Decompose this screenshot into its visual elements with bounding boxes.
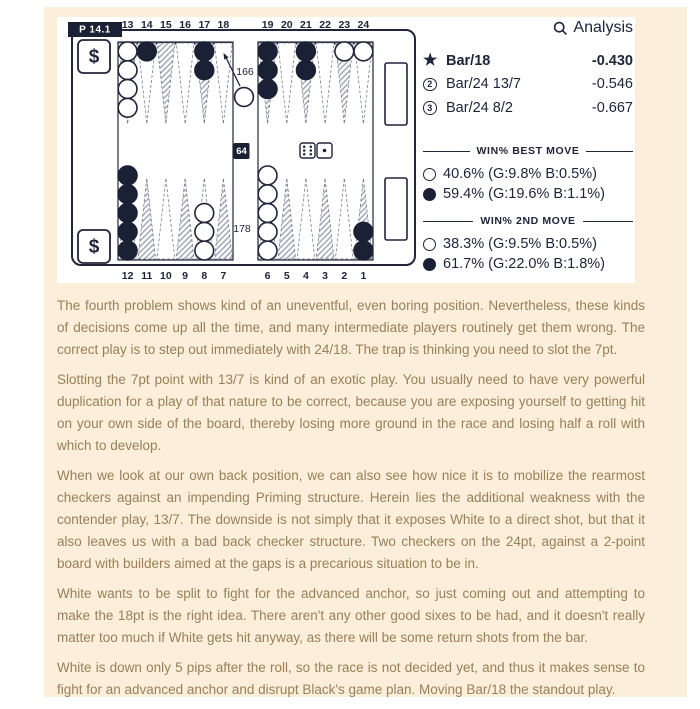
black-checker bbox=[118, 204, 137, 223]
black-checker bbox=[354, 222, 373, 241]
commentary-paragraph: When we look at our own back position, we can also see how nice it is to mobilize the rearmost checkers against an impending Priming structure. Herein lies the additional weakness with the contender play, 13/7. The downside is not simply that it exposes White to a direct shot, but that it also leaves us with a bad back checker structure. Two checkers on the 24pt, against a 2-point board with builders aimed at the gaps is a precarious situation to be in. bbox=[57, 468, 645, 571]
point-number: 16 bbox=[179, 19, 191, 31]
white-checker bbox=[335, 42, 354, 61]
white-checker bbox=[195, 204, 214, 223]
point-number: 2 bbox=[341, 270, 348, 282]
win-text: 59.4% (G:19.6% B:1.1%) bbox=[443, 186, 605, 202]
white-checker bbox=[118, 42, 137, 61]
black-checker bbox=[258, 42, 277, 61]
move-equity: -0.546 bbox=[591, 76, 633, 93]
white-checker bbox=[258, 241, 277, 260]
black-checker bbox=[354, 241, 373, 260]
analysis-panel bbox=[423, 19, 633, 272]
money-symbol: $ bbox=[88, 46, 100, 68]
point-number: 15 bbox=[160, 19, 172, 31]
white-checker bbox=[195, 222, 214, 241]
commentary-text bbox=[57, 295, 645, 709]
black-checker bbox=[118, 185, 137, 204]
point-number: 17 bbox=[198, 19, 211, 31]
point-number: 20 bbox=[280, 19, 293, 31]
point-number: 3 bbox=[322, 270, 329, 282]
win-row bbox=[423, 164, 633, 184]
point-number: 22 bbox=[319, 19, 331, 31]
black-checker bbox=[195, 42, 214, 61]
white-checker-icon bbox=[423, 168, 436, 181]
black-checker bbox=[258, 61, 277, 80]
point-number: 12 bbox=[121, 270, 134, 282]
point-number: 13 bbox=[121, 19, 134, 31]
point-number: 5 bbox=[283, 270, 290, 282]
white-checker bbox=[258, 166, 277, 185]
point-number: 7 bbox=[220, 270, 227, 282]
pip-count-bottom: 178 bbox=[233, 223, 251, 235]
win-section-header bbox=[423, 215, 633, 227]
commentary-paragraph: The fourth problem shows kind of an uneventful, even boring position. Nevertheless, these kinds of decisions come up all the time, and many intermediate players routinely get them wrong. The correct play is to step out immediately with 24/18. The trap is thinking you need to slot the 7pt. bbox=[57, 298, 645, 357]
black-checker bbox=[118, 166, 137, 185]
white-checker bbox=[258, 185, 277, 204]
move-equity: -0.430 bbox=[591, 52, 633, 69]
bearoff-tray-top bbox=[385, 63, 407, 125]
white-checker-icon bbox=[423, 238, 436, 251]
point-number: 18 bbox=[217, 19, 230, 31]
win-text: 38.3% (G:9.5% B:0.5%) bbox=[443, 236, 597, 252]
magnifier-icon bbox=[553, 21, 568, 36]
white-checker bbox=[354, 42, 373, 61]
move-row[interactable] bbox=[423, 49, 633, 73]
black-checker-icon bbox=[423, 258, 436, 271]
best-move-star-icon: ★ bbox=[423, 51, 438, 69]
win-text: 40.6% (G:9.8% B:0.5%) bbox=[443, 166, 597, 182]
white-checker bbox=[195, 241, 214, 260]
win-section-title: WIN% 2ND MOVE bbox=[480, 215, 576, 227]
win-text: 61.7% (G:22.0% B:1.8%) bbox=[443, 256, 605, 272]
win-percentages bbox=[423, 145, 633, 274]
point-number: 8 bbox=[201, 270, 208, 282]
backgammon-board bbox=[57, 17, 417, 283]
black-checker-icon bbox=[423, 188, 436, 201]
rank-circle-icon: 3 bbox=[423, 101, 437, 115]
point-number: 23 bbox=[338, 19, 351, 31]
point-number: 10 bbox=[160, 270, 172, 282]
doubling-cube-value: 64 bbox=[236, 146, 247, 157]
win-row bbox=[423, 254, 633, 274]
bearoff-tray-bottom bbox=[385, 178, 407, 240]
white-checker bbox=[118, 98, 137, 117]
point-number: 24 bbox=[357, 19, 370, 31]
win-row bbox=[423, 184, 633, 204]
move-equity: -0.667 bbox=[591, 99, 633, 116]
commentary-paragraph: White is down only 5 pips after the roll, so the race is not decided yet, and thus it makes sense to fight for an advanced anchor and disrupt Black's game plan. Moving Bar/18 the standout play. bbox=[57, 660, 645, 697]
pip-count-top: 166 bbox=[236, 66, 254, 78]
white-checker bbox=[258, 222, 277, 241]
commentary-paragraph: White wants to be split to fight for the advanced anchor, so just coming out and attempting to make the 18pt is the right idea. There aren't any other good sixes to be had, and it doesn't really matter too much if White gets hit anyway, as there will be some return shots from the bar. bbox=[57, 586, 645, 645]
point-number: 11 bbox=[141, 270, 153, 282]
win-section-title: WIN% BEST MOVE bbox=[476, 145, 580, 157]
black-checker bbox=[118, 241, 137, 260]
black-checker bbox=[195, 61, 214, 80]
point-number: 6 bbox=[264, 270, 271, 282]
point-number: 9 bbox=[182, 270, 189, 282]
rank-circle-icon: 2 bbox=[423, 78, 437, 92]
point-number: 19 bbox=[261, 19, 274, 31]
move-row[interactable] bbox=[423, 73, 633, 97]
point-number: 14 bbox=[140, 19, 153, 31]
black-checker bbox=[297, 42, 316, 61]
move-row[interactable] bbox=[423, 96, 633, 120]
move-rank bbox=[423, 53, 444, 69]
move-label: Bar/24 13/7 bbox=[446, 76, 521, 93]
win-row bbox=[423, 234, 633, 254]
black-checker bbox=[137, 42, 156, 61]
white-checker bbox=[118, 61, 137, 80]
move-label: Bar/18 bbox=[446, 52, 491, 69]
black-checker bbox=[118, 222, 137, 241]
point-number: 21 bbox=[300, 19, 312, 31]
position-badge-label: P 14.1 bbox=[79, 24, 111, 36]
analysis-label: Analysis bbox=[573, 19, 633, 36]
move-rank bbox=[423, 78, 444, 92]
point-number: 4 bbox=[302, 270, 309, 282]
commentary-paragraph: Slotting the 7pt point with 13/7 is kind of an exotic play. You usually need to have very powerful duplication for a play of that nature to be correct, because you are exposing yourself to getting hit on your own side of the board, thereby losing more ground in the race and losing half a roll with which to develop. bbox=[57, 372, 645, 453]
move-label: Bar/24 8/2 bbox=[446, 99, 513, 116]
position-card bbox=[57, 17, 635, 283]
move-list bbox=[423, 49, 633, 120]
black-checker bbox=[258, 80, 277, 99]
die-6 bbox=[300, 143, 315, 158]
point-number: 1 bbox=[360, 270, 367, 282]
money-symbol: $ bbox=[88, 236, 100, 258]
win-section-header bbox=[423, 145, 633, 157]
white-checker bbox=[258, 204, 277, 223]
black-checker bbox=[297, 61, 316, 80]
move-rank bbox=[423, 101, 444, 115]
white-checker bbox=[118, 80, 137, 99]
analysis-button[interactable] bbox=[423, 19, 633, 37]
bar-checker bbox=[235, 88, 254, 107]
